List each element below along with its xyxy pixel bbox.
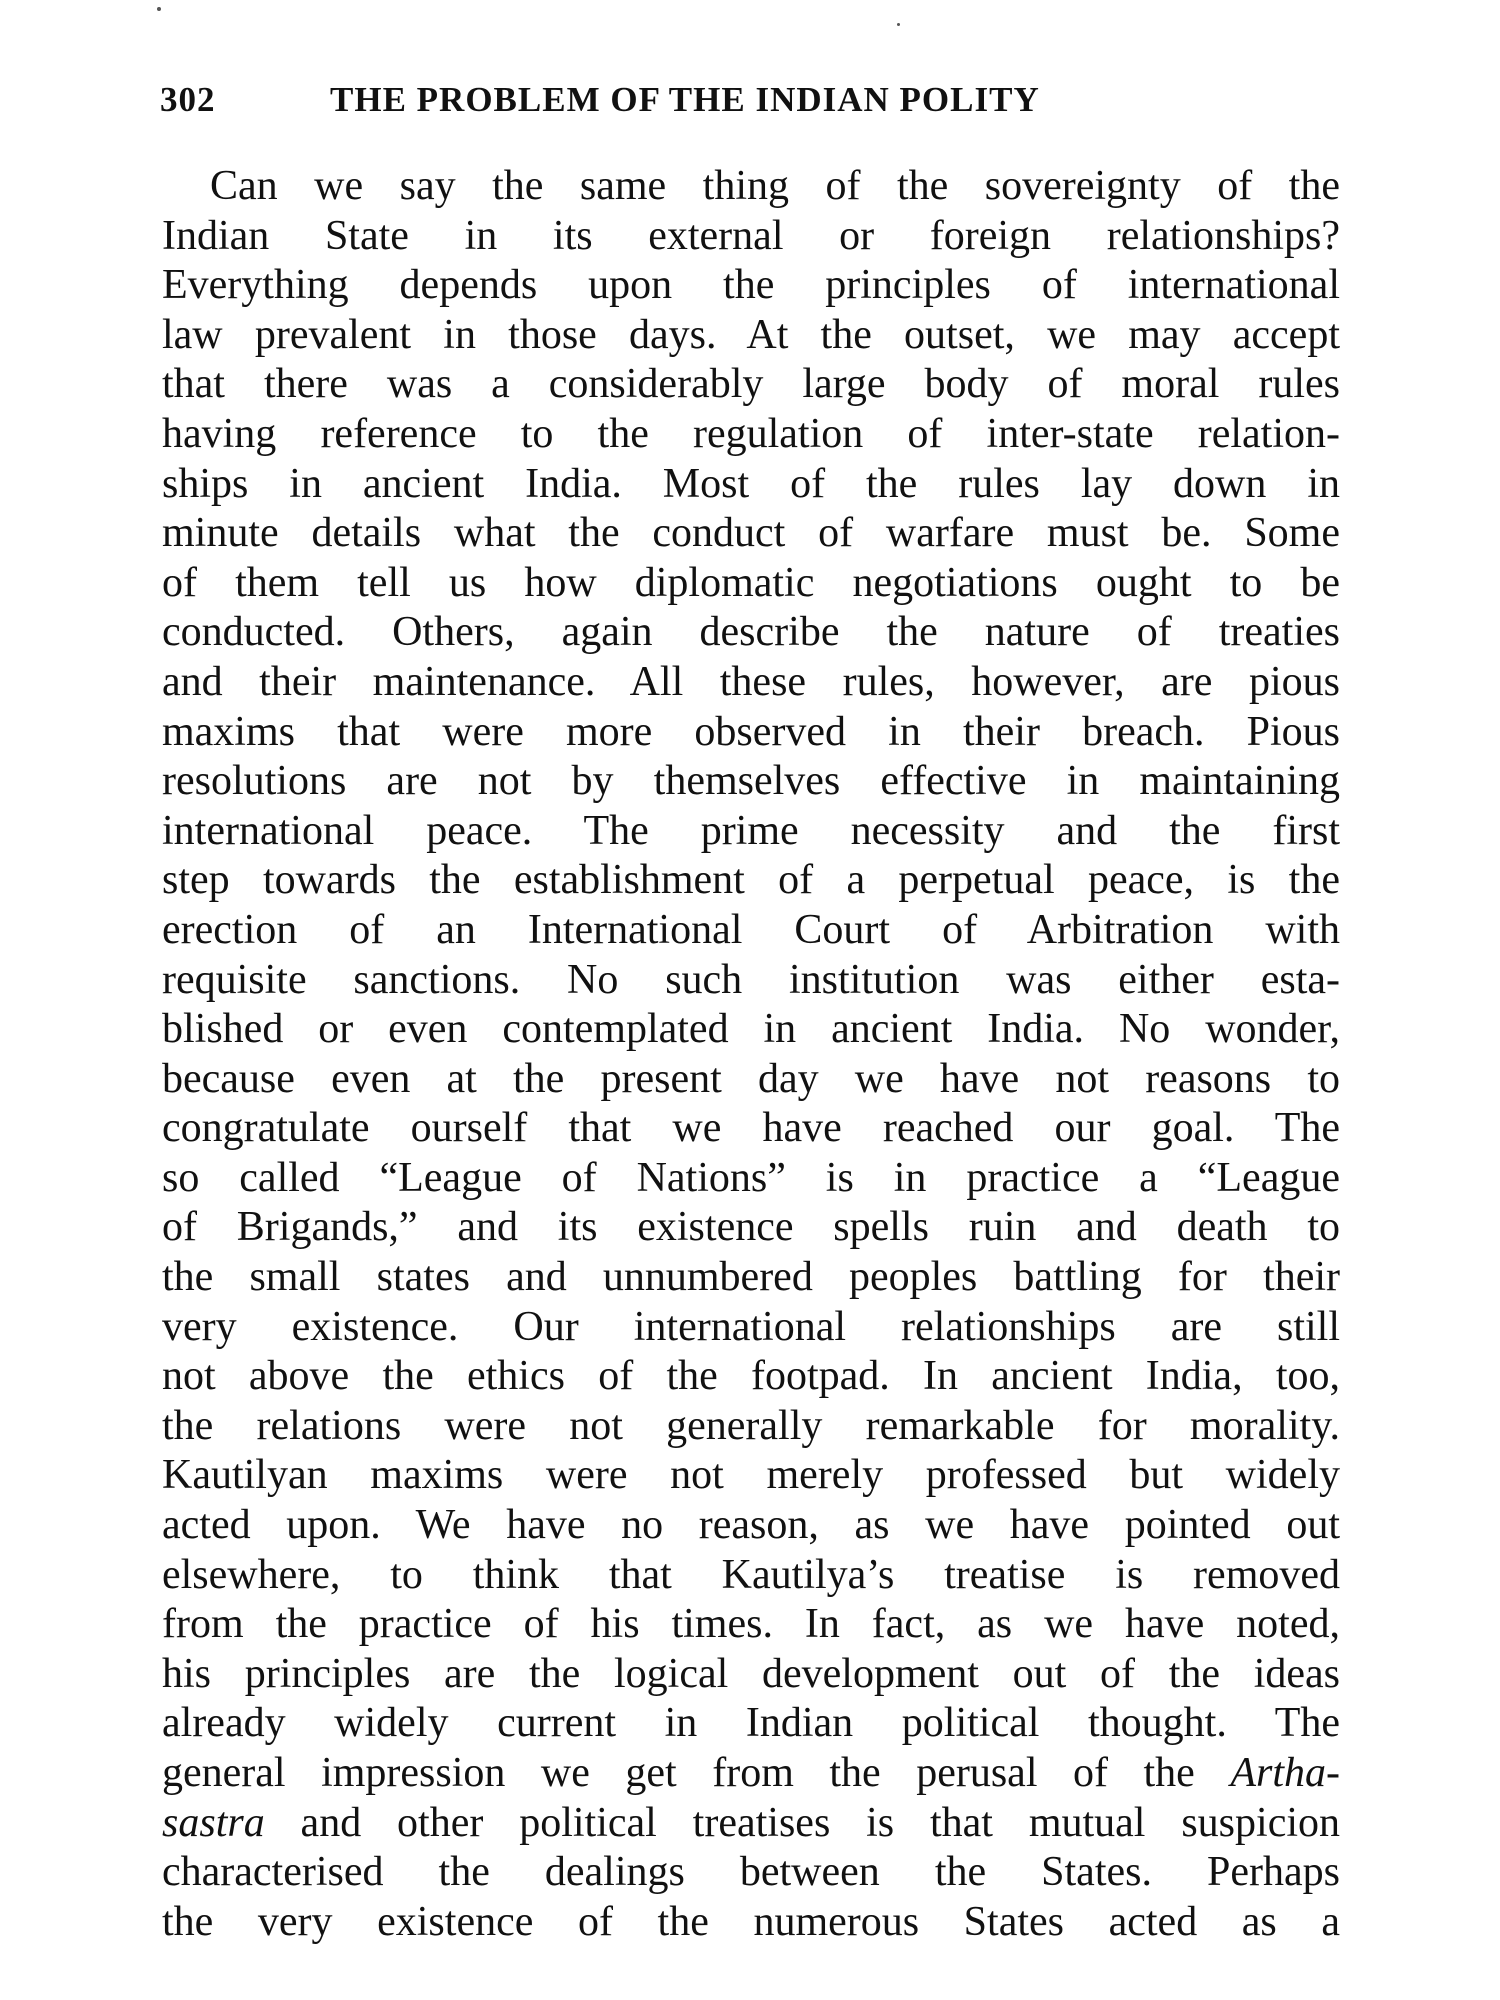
text-line: very existence. Our international relationships are still — [162, 1303, 1340, 1350]
page-number: 302 — [160, 80, 216, 119]
text-line: Everything depends upon the principles of international — [162, 262, 1340, 309]
text-line: step towards the establishment of a perpetual peace, is the — [162, 857, 1340, 904]
text-line: from the practice of his times. In fact, as we have noted, — [162, 1601, 1340, 1648]
text-line: maxims that were more observed in their breach. Pious — [162, 708, 1340, 755]
body-paragraph — [162, 162, 1340, 1947]
text-line: characterised the dealings between the States. Perhaps — [162, 1849, 1340, 1896]
text-line: so called “League of Nations” is in practice a “League — [162, 1154, 1340, 1201]
text-line: of Brigands,” and its existence spells ruin and death to — [162, 1204, 1340, 1251]
italic-title-part: sastra — [162, 1799, 265, 1846]
text-line: international peace. The prime necessity and the first — [162, 807, 1340, 854]
text-line: the very existence of the numerous States acted as a — [162, 1898, 1340, 1945]
text-line: Can we say the same thing of the sovereignty of the — [210, 163, 1340, 209]
text-line: minute details what the conduct of warfare must be. Some — [162, 510, 1340, 557]
text-line: ships in ancient India. Most of the rules lay down in — [162, 460, 1340, 507]
text-line: having reference to the regulation of inter-state relation- — [162, 410, 1340, 457]
text-line: the relations were not generally remarkable for morality. — [162, 1402, 1340, 1449]
text-line: because even at the present day we have not reasons to — [162, 1055, 1340, 1102]
italic-title-part: Artha- — [1230, 1750, 1340, 1796]
running-title: THE PROBLEM OF THE INDIAN POLITY — [330, 80, 1040, 119]
text-line: acted upon. We have no reason, as we have pointed out — [162, 1502, 1340, 1549]
text-line: his principles are the logical development out of the ideas — [162, 1650, 1340, 1697]
text-line: conducted. Others, again describe the nature of treaties — [162, 609, 1340, 656]
text-line: not above the ethics of the footpad. In ancient India, too, — [162, 1353, 1340, 1400]
text-segment: and other political treatises is that mutual suspicion — [264, 1799, 1340, 1846]
text-line: law prevalent in those days. At the outset, we may accept — [162, 311, 1340, 358]
text-line: elsewhere, to think that Kautilya’s treatise is removed — [162, 1551, 1340, 1598]
text-line: requisite sanctions. No such institution was either esta- — [162, 956, 1340, 1003]
text-line: that there was a considerably large body of moral rules — [162, 361, 1340, 408]
text-line: resolutions are not by themselves effective in maintaining — [162, 758, 1340, 805]
running-header — [160, 80, 1360, 130]
text-line: erection of an International Court of Arbitration with — [162, 906, 1340, 953]
text-line: congratulate ourself that we have reached our goal. The — [162, 1105, 1340, 1152]
scan-speck — [897, 23, 900, 26]
text-line: already widely current in Indian political thought. The — [162, 1700, 1340, 1747]
text-line: the small states and unnumbered peoples battling for their — [162, 1254, 1340, 1301]
text-line: blished or even contemplated in ancient India. No wonder, — [162, 1006, 1340, 1053]
text-line: of them tell us how diplomatic negotiations ought to be — [162, 559, 1340, 606]
text-segment: general impression we get from the perusal of the — [162, 1750, 1231, 1796]
text-line: Indian State in its external or foreign relationships? — [162, 212, 1340, 259]
text-line: and their maintenance. All these rules, however, are pious — [162, 658, 1340, 705]
scan-speck — [157, 7, 161, 11]
text-line — [162, 1799, 1340, 1849]
text-line: Kautilyan maxims were not merely professed but widely — [162, 1452, 1340, 1499]
text-line — [162, 1749, 1340, 1799]
